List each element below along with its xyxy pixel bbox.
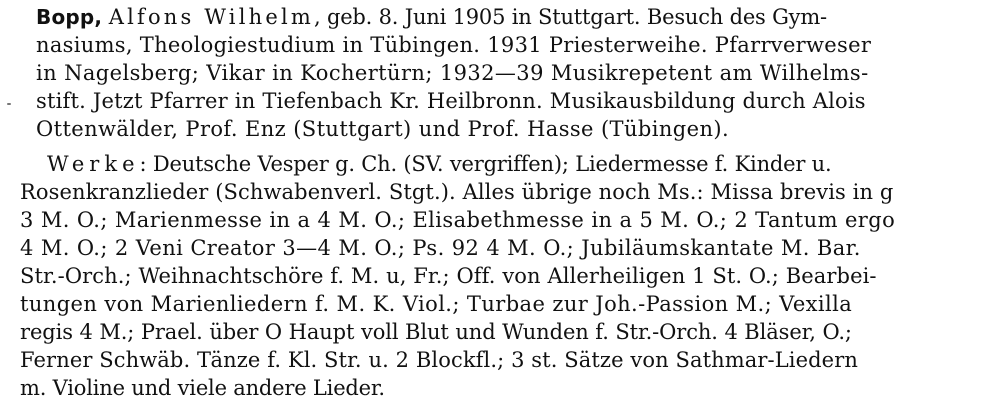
entry-bio-text-5: Ottenwälder, Prof. Enz (Stuttgart) und Prof. Hasse (Tübingen).	[36, 117, 730, 141]
bio-line-5	[36, 116, 729, 142]
werke-text-6: tungen von Marienliedern f. M. K. Viol.; Turbae zur Joh.-Passion M.; Vexilla	[20, 292, 853, 316]
werke-line-5	[20, 263, 877, 289]
werke-text-4: 4 M. O.; 2 Veni Creator 3—4 M. O.; Ps. 92 4 M. O.; Jubiläumskantate M. Bar.	[20, 236, 861, 260]
werke-text-5: Str.-Orch.; Weihnachtschöre f. M. u, Fr.; Off. von Allerheiligen 1 St. O.; Bearbei-	[20, 264, 877, 288]
werke-text-3: 3 M. O.; Marienmesse in a 4 M. O.; Elisabethmesse in a 5 M. O.; 2 Tantum ergo	[20, 208, 896, 232]
entry-bio-text-1: , geb. 8. Juni 1905 in Stuttgart. Besuch des Gym-	[314, 5, 827, 29]
entry-bio-text-2: nasiums, Theologiestudium in Tübingen. 1931 Priesterweihe. Pfarrverweser	[36, 33, 872, 57]
werke-text-2: Rosenkranzlieder (Schwabenverl. Stgt.). Alles übrige noch Ms.: Missa brevis in g	[20, 180, 894, 204]
entry-bio-text-3: in Nagelsberg; Vikar in Kochertürn; 1932—39 Musikrepetent am Wilhelms-	[36, 61, 869, 85]
werke-text-8: Ferner Schwäb. Tänze f. Kl. Str. u. 2 Blockfl.; 3 st. Sätze von Sathmar-Liedern	[20, 348, 858, 372]
bio-line-1	[36, 4, 827, 30]
werke-text-1: : Deutsche Vesper g. Ch. (SV. vergriffen); Liedermesse f. Kinder u.	[139, 152, 832, 176]
bio-line-3	[36, 60, 869, 86]
werke-text-7: regis 4 M.; Prael. über O Haupt voll Blut und Wunden f. Str.-Orch. 4 Bläser, O.;	[20, 320, 852, 344]
werke-line-4	[20, 235, 861, 261]
print-speck	[7, 103, 11, 105]
bio-line-2	[36, 32, 871, 58]
werke-line-3	[20, 207, 895, 233]
werke-line-6	[20, 291, 852, 317]
bio-line-4	[36, 88, 866, 114]
werke-line-1	[47, 151, 832, 177]
werke-label: Werke	[47, 152, 140, 176]
werke-line-2	[20, 179, 893, 205]
entry-given-names: Alfons Wilhelm	[108, 5, 315, 29]
werke-text-9: m. Violine und viele andere Lieder.	[20, 376, 385, 400]
werke-line-9	[20, 375, 385, 401]
entry-bio-text-4: stift. Jetzt Pfarrer in Tiefenbach Kr. Heilbronn. Musikausbildung durch Alois	[36, 89, 866, 113]
werke-line-8	[20, 347, 858, 373]
entry-surname: Bopp,	[36, 5, 103, 29]
werke-line-7	[20, 319, 852, 345]
